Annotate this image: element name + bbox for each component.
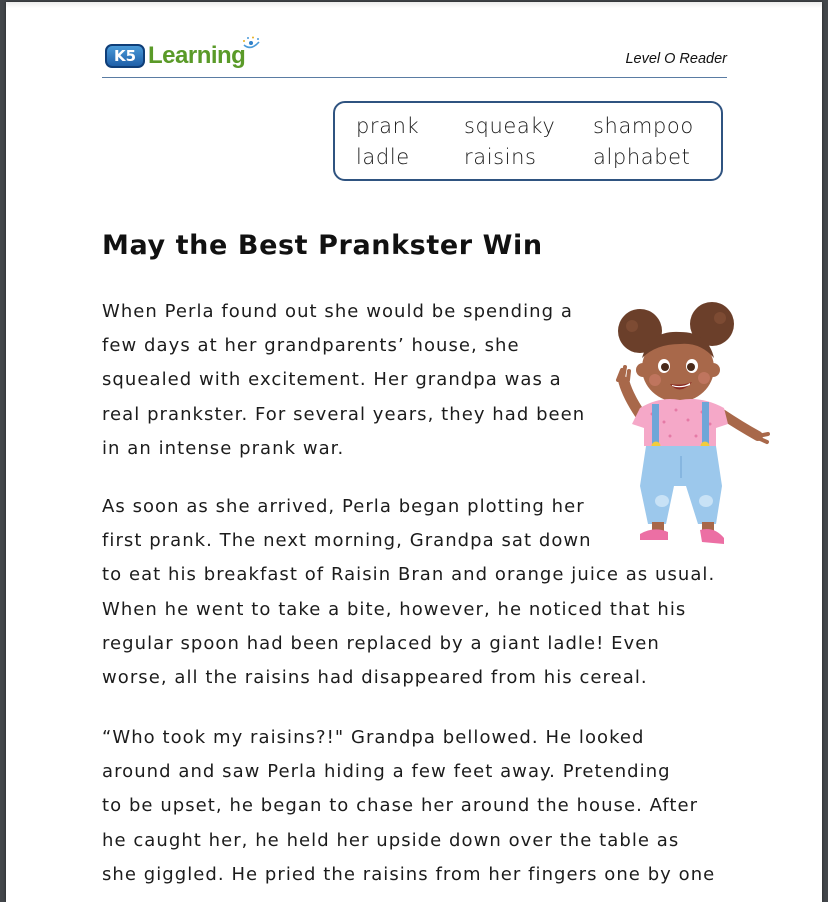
vocab-word: ladle [356, 145, 410, 169]
vocab-word: squeaky [464, 114, 556, 138]
story-paragraph [102, 721, 715, 892]
k5-badge-icon: K5 [105, 44, 145, 68]
document-page [6, 2, 822, 902]
story-paragraph [102, 295, 585, 466]
story-title: May the Best Prankster Win [102, 230, 543, 261]
text-line: “Who took my raisins?!" Grandpa bellowed. He looked [102, 727, 645, 748]
logo-figure-icon [240, 36, 262, 50]
text-line: When Perla found out she would be spending a [102, 301, 573, 322]
vocab-word: alphabet [593, 145, 691, 169]
text-line: worse, all the raisins had disappeared from his cereal. [102, 666, 648, 688]
text-line: to be upset, he began to chase her around the house. After [102, 795, 699, 817]
girl-waving-illustration [610, 296, 770, 551]
k5-learning-logo [105, 38, 245, 74]
header-divider [102, 77, 727, 78]
vocab-word: raisins [464, 145, 537, 169]
text-line: first prank. The next morning, Grandpa sat down [102, 530, 592, 552]
reader-level-label: Level O Reader [625, 51, 727, 67]
text-line: to eat his breakfast of Raisin Bran and orange juice as usual. [102, 564, 716, 586]
text-line: regular spoon had been replaced by a giant ladle! Even [102, 632, 660, 654]
text-line: few days at her grandparents’ house, she [102, 335, 520, 357]
text-line: in an intense prank war. [102, 437, 345, 459]
text-line: As soon as she arrived, Perla began plotting her [102, 496, 585, 517]
text-line: she giggled. He pried the raisins from her fingers one by one [102, 863, 716, 885]
text-line: around and saw Perla hiding a few feet away. Pretending [102, 761, 671, 783]
vocab-word: prank [356, 114, 420, 138]
text-line: When he went to take a bite, however, he noticed that his [102, 598, 687, 620]
vocabulary-box [333, 101, 723, 181]
vocab-word: shampoo [593, 114, 694, 138]
page-top-shadow [6, 2, 822, 8]
text-line: real prankster. For several years, they had been [102, 403, 586, 425]
text-line: squealed with excitement. Her grandpa was a [102, 369, 562, 391]
text-line: he caught her, he held her upside down over the table as [102, 829, 680, 851]
logo-wordmark: Learning [148, 42, 245, 70]
